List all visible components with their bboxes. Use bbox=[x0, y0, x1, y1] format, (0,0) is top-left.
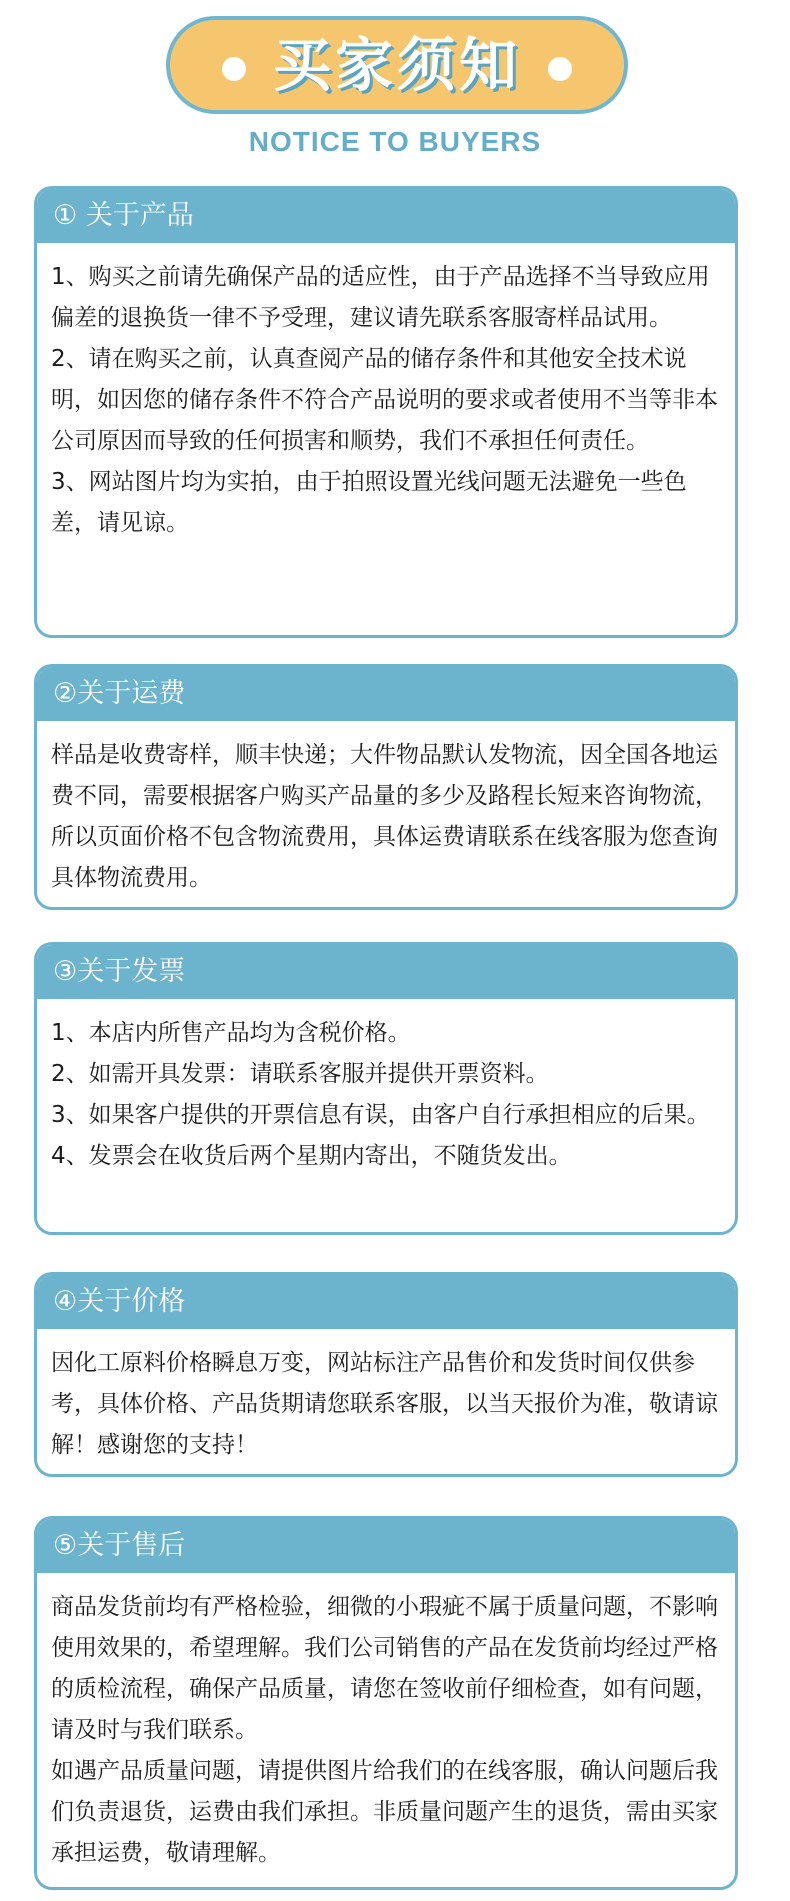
section-invoice bbox=[34, 942, 738, 1235]
section-paragraph: 3、如果客户提供的开票信息有误，由客户自行承担相应的后果。 bbox=[51, 1102, 710, 1128]
page-title: 买家须知 bbox=[272, 31, 521, 99]
section-body bbox=[37, 721, 735, 899]
section-product bbox=[34, 186, 738, 638]
section-title: ④关于价格 bbox=[37, 1275, 735, 1329]
title-banner bbox=[166, 16, 628, 114]
banner-dot-right-icon bbox=[548, 57, 572, 81]
section-title: ⑤关于售后 bbox=[37, 1519, 735, 1573]
section-paragraph: 2、如需开具发票：请联系客服并提供开票资料。 bbox=[51, 1061, 549, 1087]
section-paragraph: 商品发货前均有严格检验，细微的小瑕疵不属于质量问题，不影响使用效果的，希望理解。我们公司销售的产品在发货前均经过严格的质检流程，确保产品质量，请您在签收前仔细检查，如有问题，请及时与我们联系。 bbox=[51, 1594, 718, 1743]
section-title: ③关于发票 bbox=[37, 945, 735, 999]
section-body bbox=[37, 999, 735, 1177]
section-price bbox=[34, 1272, 738, 1477]
section-title: ②关于运费 bbox=[37, 667, 735, 721]
section-paragraph: 2、请在购买之前，认真查阅产品的储存条件和其他安全技术说明，如因您的储存条件不符合产品说明的要求或者使用不当等非本公司原因而导致的任何损害和顺势，我们不承担任何责任。 bbox=[51, 346, 718, 454]
section-title: ① 关于产品 bbox=[37, 189, 735, 243]
section-paragraph: 1、本店内所售产品均为含税价格。 bbox=[51, 1020, 411, 1046]
page-subtitle: NOTICE TO BUYERS bbox=[248, 126, 542, 157]
section-paragraph: 因化工原料价格瞬息万变，网站标注产品售价和发货时间仅供参考，具体价格、产品货期请您联系客服，以当天报价为准，敬请谅解！感谢您的支持！ bbox=[51, 1350, 718, 1458]
section-after-sales bbox=[34, 1516, 738, 1890]
section-paragraph: 1、购买之前请先确保产品的适应性，由于产品选择不当导致应用偏差的退换货一律不予受理，建议请先联系客服寄样品试用。 bbox=[51, 264, 710, 331]
section-paragraph: 如遇产品质量问题，请提供图片给我们的在线客服，确认问题后我们负责退货，运费由我们承担。非质量问题产生的退货，需由买家承担运费，敬请理解。 bbox=[51, 1758, 718, 1866]
section-paragraph: 3、网站图片均为实拍，由于拍照设置光线问题无法避免一些色差，请见谅。 bbox=[51, 469, 687, 536]
section-body bbox=[37, 1329, 735, 1466]
section-body bbox=[37, 243, 735, 544]
section-paragraph: 样品是收费寄样，顺丰快递；大件物品默认发物流，因全国各地运费不同，需要根据客户购买产品量的多少及路程长短来咨询物流，所以页面价格不包含物流费用，具体运费请联系在线客服为您查询具体物流费用。 bbox=[51, 742, 718, 891]
section-shipping bbox=[34, 664, 738, 910]
section-body bbox=[37, 1573, 735, 1874]
section-paragraph: 4、发票会在收货后两个星期内寄出，不随货发出。 bbox=[51, 1143, 572, 1169]
